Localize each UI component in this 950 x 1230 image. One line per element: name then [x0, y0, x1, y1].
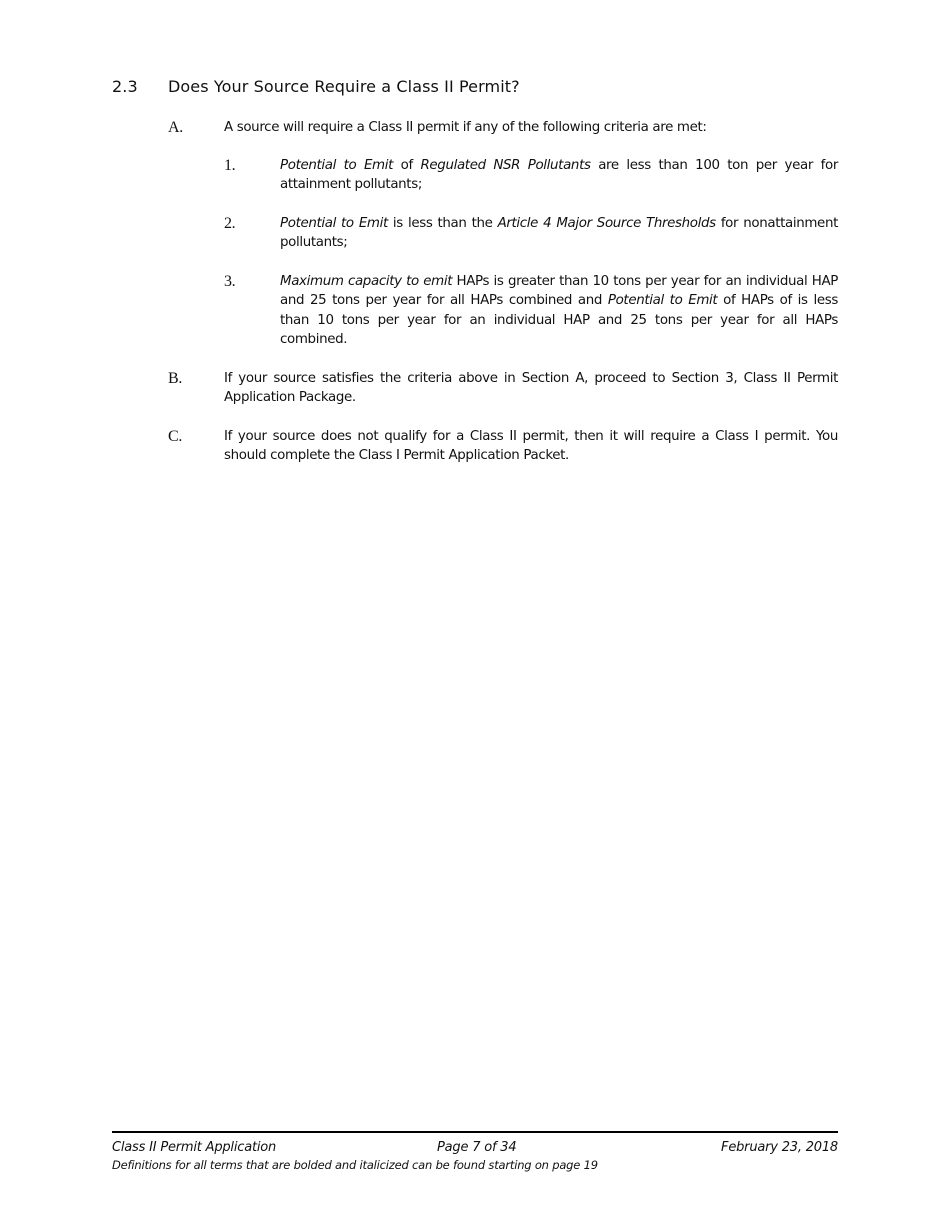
footer-date: February 23, 2018	[721, 1140, 838, 1155]
term-italic: Regulated NSR Pollutants	[420, 158, 591, 173]
text-span: are less than 100 ton per year for attainment pollutants;	[280, 158, 838, 193]
footer-note: Definitions for all terms that are bolded and italicized can be found starting on page 19	[112, 1158, 598, 1172]
footer-doc-title: Class II Permit Application	[112, 1140, 277, 1155]
footer-page-number: Page 7 of 34	[437, 1140, 517, 1155]
term-italic: Article 4 Major Source Thresholds	[497, 216, 716, 231]
term-italic: Potential to Emit	[607, 293, 718, 309]
item-marker: A.	[168, 119, 183, 136]
item-marker: B.	[168, 370, 182, 387]
term-italic: Potential to Emit	[280, 216, 388, 231]
section-title: Does Your Source Require a Class II Permit?	[168, 77, 520, 96]
text-span: of HAPs of is less than 10 tons per year for an individual HAP and 25 tons per year for all HAPs combined.	[280, 293, 838, 347]
item-text	[280, 214, 838, 253]
term-italic: Potential to Emit	[280, 158, 394, 173]
item-text	[280, 272, 838, 349]
text-span: for nonattainment pollutants;	[280, 216, 838, 251]
item-text: If your source does not qualify for a Class II permit, then it will require a Class I permit. You should complete the Class I Permit Application Packet.	[224, 429, 838, 464]
footer-divider	[112, 1131, 838, 1133]
item-marker: 1.	[224, 157, 236, 174]
item-marker: 3.	[224, 273, 236, 290]
term-italic: Maximum capacity to emit	[280, 274, 453, 289]
text-span: HAPs is greater than 10 tons per year for an individual HAP and 25 tons per year for all HAPs combined and	[280, 274, 838, 309]
item-text	[280, 156, 838, 195]
item-marker: 2.	[224, 215, 236, 232]
item-marker: C.	[168, 428, 182, 445]
item-text: A source will require a Class II permit if any of the following criteria are met:	[224, 120, 707, 135]
text-span: is less than the	[387, 216, 498, 231]
section-number: 2.3	[112, 77, 138, 96]
footer	[112, 1140, 838, 1156]
item-text: If your source satisfies the criteria above in Section A, proceed to Section 3, Class II Permit Application Package.	[224, 371, 838, 406]
text-span: of	[393, 158, 421, 173]
